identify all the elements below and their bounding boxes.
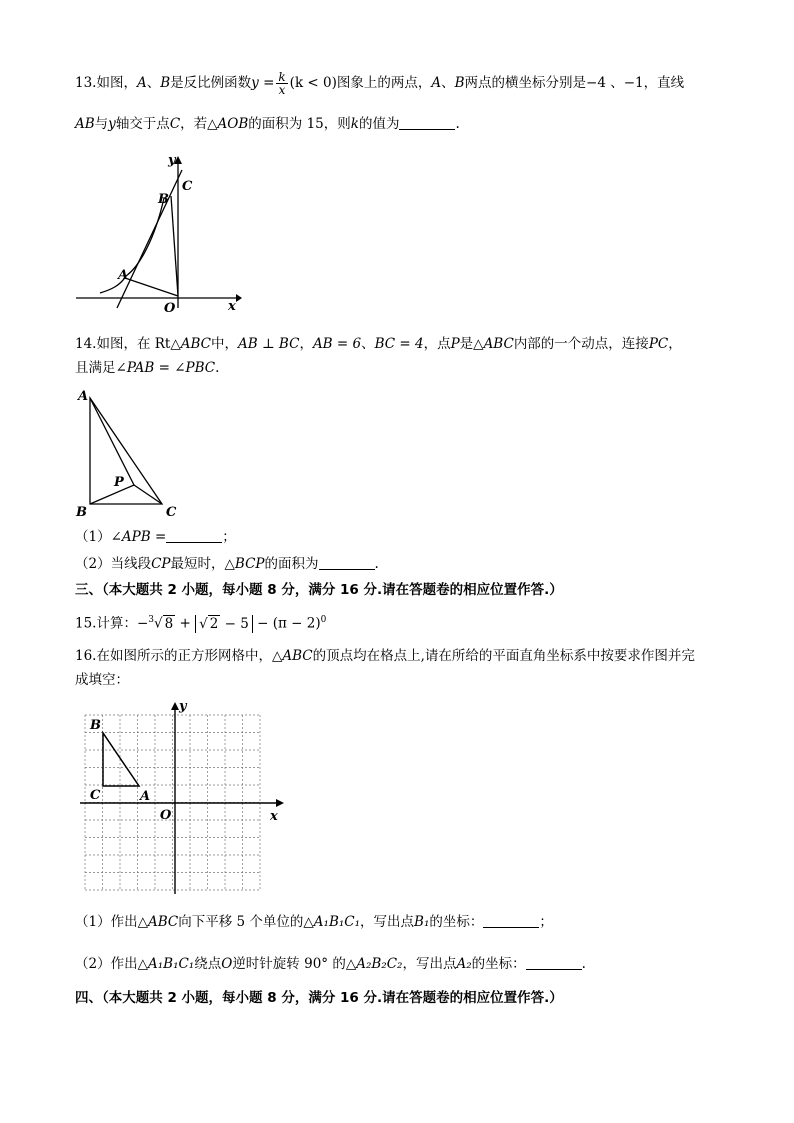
bc-length: BC = 4 <box>374 336 424 352</box>
plus-sign: + <box>175 615 196 632</box>
segment-bp <box>90 485 134 504</box>
q14-line-1 <box>75 334 682 354</box>
triangle-abc: ABC <box>180 336 211 352</box>
angle-pbc: PBC <box>185 360 216 376</box>
sqrt-icon: √ <box>154 615 163 632</box>
sub-question-2: （2）作出△ <box>75 956 148 972</box>
minus-sign: − <box>136 615 149 632</box>
abs-remainder: − 5 <box>220 615 249 632</box>
triangle-bcp: BCP <box>234 556 265 572</box>
q14-text: ， <box>299 336 313 352</box>
q16-text: ，写出点 <box>360 914 415 930</box>
angle-apb: APB <box>121 529 151 545</box>
q14-sub-2 <box>75 554 379 574</box>
x-axis-arrow <box>276 799 284 807</box>
point-p: P <box>450 336 460 352</box>
answer-blank[interactable] <box>319 555 375 570</box>
segment-cp <box>134 485 162 504</box>
q14-text: 中， <box>210 336 238 352</box>
label-o: O <box>164 301 176 316</box>
label-c: C <box>90 788 101 803</box>
triangle-abc: ABC <box>282 648 313 664</box>
segment-bo <box>171 196 178 296</box>
radicand: 8 <box>164 615 174 632</box>
label-b: B <box>158 192 169 207</box>
q16-text: 的坐标： <box>429 914 484 930</box>
cube-root-index: 3 <box>148 615 155 625</box>
equals: = <box>150 529 167 545</box>
q13-number: 13.如图， <box>75 75 137 91</box>
k-variable: k <box>350 116 359 132</box>
q16-text: 向下平移 5 个单位的△ <box>178 914 314 930</box>
q14-line-2 <box>75 358 219 378</box>
q13-text: ，直线 <box>643 75 685 91</box>
q13-text: 的面积为 15，则 <box>248 116 351 132</box>
point-o: O <box>221 956 233 972</box>
y-axis-arrow <box>171 702 179 710</box>
triangle-abc <box>103 733 139 786</box>
q15-number: 15.计算： <box>75 615 137 632</box>
q16-text: 逆时针旋转 90° 的△ <box>232 956 357 972</box>
abscissa-values: −4 、−1 <box>586 75 644 91</box>
label-b: B <box>76 505 87 520</box>
q14-text: 最短时，△ <box>170 556 235 572</box>
label-c: C <box>166 505 177 520</box>
section-4-heading: 四、（本大题共 2 小题，每小题 8 分，满分 16 分.请在答题卷的相应位置作答.） <box>75 990 563 1006</box>
figure-16-grid <box>80 698 295 903</box>
q16-sub-2 <box>75 954 586 974</box>
q14-text: ，点 <box>423 336 451 352</box>
function-lhs: y = <box>251 75 275 91</box>
label-x: x <box>270 809 278 824</box>
q13-text: 是反比例函数 <box>170 75 252 91</box>
answer-blank[interactable] <box>399 115 455 130</box>
q13-text: 图象上的两点， <box>336 75 432 91</box>
separator: 、 <box>361 336 375 352</box>
y-axis-name: y <box>108 116 116 132</box>
period: . <box>374 556 379 572</box>
figure-13 <box>70 148 250 318</box>
point-b1: B₁ <box>414 914 430 930</box>
q13-line-1 <box>75 71 684 96</box>
point-a-label: A <box>136 75 147 91</box>
k-condition: (k < 0) <box>289 75 337 91</box>
q16-number: 16.在如图所示的正方形网格中，△ <box>75 648 283 664</box>
point-b-label: B <box>454 75 465 91</box>
q14-text: 是△ <box>459 336 484 352</box>
semicolon: ； <box>222 529 236 545</box>
q15-line <box>75 610 326 634</box>
fraction-numerator: k <box>278 70 286 84</box>
segment-ap <box>90 398 134 485</box>
label-y: y <box>179 699 187 714</box>
triangle-abc: ABC <box>147 914 179 930</box>
q14-text: 内部的一个动点，连接 <box>513 336 649 352</box>
q13-text: 轴交于点 <box>115 116 170 132</box>
semicolon: ； <box>539 914 553 930</box>
sub-question-2: （2）当线段 <box>75 556 152 572</box>
sub-question-1: （1）∠ <box>75 529 122 545</box>
q14-text: 且满足∠ <box>75 360 127 376</box>
q13-line-2 <box>75 114 460 134</box>
point-a2: A₂ <box>456 956 472 972</box>
perpendicular-condition: AB ⊥ BC <box>237 336 300 352</box>
pi-term: − (π − 2) <box>252 615 321 632</box>
absolute-value <box>195 615 253 633</box>
label-b: B <box>90 718 101 733</box>
period: . <box>581 956 586 972</box>
label-a: A <box>78 389 89 404</box>
x-axis-arrow <box>236 294 242 302</box>
q16-text: ，写出点 <box>402 956 457 972</box>
line-ab: AB <box>75 116 95 132</box>
label-a: A <box>118 268 129 283</box>
exponent: 0 <box>320 615 327 625</box>
q14-number: 14.如图，在 Rt△ <box>75 336 181 352</box>
ab-length: AB = 6 <box>312 336 362 352</box>
answer-blank[interactable] <box>166 528 222 543</box>
point-c-label: C <box>169 116 181 132</box>
segment-ao <box>125 278 178 296</box>
fraction-denominator: x <box>278 83 286 97</box>
label-o: O <box>160 808 172 823</box>
label-p: P <box>114 475 124 490</box>
answer-blank[interactable] <box>526 955 582 970</box>
separator: 、 <box>441 75 455 91</box>
hyperbola-curve <box>100 198 164 293</box>
period: . <box>455 116 460 132</box>
point-a-label: A <box>431 75 442 91</box>
segment-cp: CP <box>151 556 171 572</box>
q13-text: 的值为 <box>358 116 400 132</box>
q16-line-1 <box>75 646 695 666</box>
triangle-aob: △AOB <box>207 116 249 132</box>
segment-pc: PC <box>648 336 669 352</box>
separator: 、 <box>146 75 161 91</box>
label-a: A <box>140 789 151 804</box>
label-x: x <box>228 299 236 314</box>
fraction-k-over-x <box>276 71 287 96</box>
triangle-a2b2c2: A₂B₂C₂ <box>356 956 403 972</box>
q13-text: 与 <box>94 116 109 132</box>
q13-text: ，若 <box>180 116 208 132</box>
q14-text: 的面积为 <box>264 556 319 572</box>
equals: = ∠ <box>154 360 186 376</box>
triangle-abc: ABC <box>483 336 514 352</box>
q16-text: 的顶点均在格点上,请在所给的平面直角坐标系中按要求作图并完 <box>312 648 695 664</box>
label-c: C <box>182 179 193 194</box>
radicand: 2 <box>209 615 219 632</box>
q16-text: 的坐标： <box>471 956 526 972</box>
q16-line-2: 成填空： <box>75 672 129 688</box>
q14-sub-1 <box>75 527 236 547</box>
period: . <box>215 360 220 376</box>
q14-text: ， <box>668 336 682 352</box>
point-b-label: B <box>160 75 171 91</box>
q16-sub-1 <box>75 912 553 932</box>
line-ab <box>117 170 182 308</box>
q16-text: 绕点 <box>194 956 222 972</box>
angle-pab: PAB <box>126 360 155 376</box>
sqrt-icon: √ <box>199 615 208 632</box>
section-3-heading: 三、（本大题共 2 小题，每小题 8 分，满分 16 分.请在答题卷的相应位置作答.） <box>75 582 563 598</box>
label-y: y <box>168 153 176 168</box>
figure-14 <box>72 386 187 521</box>
answer-blank[interactable] <box>483 913 539 928</box>
triangle-a1b1c1: A₁B₁C₁ <box>147 956 195 972</box>
sub-question-1: （1）作出△ <box>75 914 148 930</box>
triangle-a1b1c1: A₁B₁C₁ <box>313 914 361 930</box>
q13-text: 两点的横坐标分别是 <box>464 75 587 91</box>
